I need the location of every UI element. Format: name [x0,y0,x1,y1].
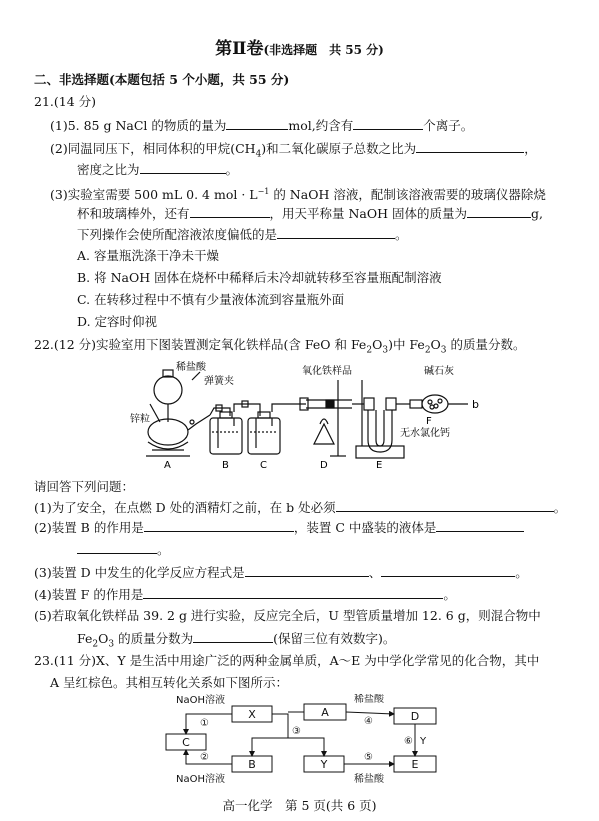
label-b: b [472,398,479,411]
label-step-4: ④ [364,716,373,727]
page-footer: 高一化学 第 5 页(共 6 页) [222,798,377,813]
q22-part2: (2)装置 B 的作用是 ，装置 C 中盛装的液体是 [34,519,524,536]
letter-c: C [260,460,267,470]
reaction-tube-d [300,380,352,456]
q22-part4: (4)装置 F 的作用是 。 [34,587,456,602]
apparatus-diagram [130,360,490,470]
washing-bottle-b [210,412,242,454]
kipp-generator [146,370,210,456]
label-step-2: ② [200,752,209,763]
title-subtitle: (非选择题 共 55 分) [263,43,384,57]
letter-b: B [222,460,229,470]
box-e-label: E [411,758,419,771]
label-f: F [426,416,432,427]
label-hcl-top: 稀盐酸 [354,694,384,705]
q21-part3: (3)实验室需要 500 mL 0. 4 mol · $L^{-1}$ 的 NaOH 溶液，配制该溶液需要的玻璃仪器除烧 [50,187,546,203]
q23-intro: 23.(11 分)X、Y 是生活中用途广泛的两种金属单质，A～E 为中学化学常见的化合物，其中 [34,653,540,668]
label-zinc: 锌粒 [130,414,150,425]
page-title [0,34,599,59]
label-hcl-bottom: 稀盐酸 [354,774,384,785]
label-naoh-top: NaOH溶液 [176,695,225,706]
q22-part5: (5)若取氧化铁样品 39. 2 g 进行实验，反应完全后，U 型管质量增加 12. 6 g，则混合物中 [34,608,541,623]
letter-a: A [164,460,171,470]
q21-option-d: D. 定容时仰视 [77,314,158,329]
u-tube-e [352,380,410,458]
q22-part3: (3)装置 D 中发生的化学反应方程式是 、 。 [34,565,528,580]
q21-part2-line2: 密度之比为 。 [77,162,239,177]
section-heading: 二、非选择题(本题包括 5 个小题，共 55 分) [34,72,290,87]
box-d-label: D [410,710,420,723]
q22-part5-line2: $Fe_2O_3$ 的质量分数为 (保留三位有效数字)。 [77,631,396,650]
q22-part2-line2: 。 [77,541,170,558]
q21-part3-line3: 下列操作会使所配溶液浓度偏低的是 。 [77,227,408,242]
box-a-label: A [321,706,329,719]
q21-part1: (1)5. 85 g NaCl 的物质的量为 mol,约含有 个离子。 [50,118,474,133]
box-y-label: Y [320,758,328,771]
box-x-label: X [248,708,256,721]
label-sample: 氧化铁样品 [302,366,352,377]
q21-part2: (2)同温同压下，相同体积的甲烷$(CH_4)$和二氧化碳原子总数之比为 ， [50,141,537,160]
q21-part3-line2: 杯和玻璃棒外，还有 ，用天平称量 NaOH 固体的质量为 g, [77,206,543,221]
q21-option-a: A. 容量瓶洗涤干净未干燥 [77,248,219,263]
q23-intro-line2: A 呈红棕色。其相互转化关系如下图所示： [50,675,289,690]
q22-part1: (1)为了安全，在点燃 D 处的酒精灯之前，在 b 处必须 。 [34,500,567,515]
label-dilute-hcl: 稀盐酸 [176,362,206,373]
label-step-1: ① [200,718,209,729]
letter-e: E [376,460,383,470]
letter-d: D [320,460,328,470]
q21-option-b: B. 将 NaOH 固体在烧杯中稀释后未冷却就转移至容量瓶配制溶液 [77,270,442,285]
box-c-label: C [182,736,190,749]
washing-bottle-c [248,412,280,454]
label-soda-lime: 碱石灰 [424,366,454,377]
label-step-6: ⑥ [404,736,413,747]
drying-tube-f [410,395,468,413]
box-b-label: B [248,758,256,771]
label-naoh-bottom: NaOH溶液 [176,774,225,785]
label-y-reagent: Y [420,736,427,747]
q21-number: 21.(14 分) [34,94,97,109]
q22-intro: 22.(12 分)实验室用下图装置测定氧化铁样品(含 FeO 和 $Fe_2O_3$)中 $Fe_2O_3$ 的质量分数。 [34,337,526,356]
label-step-5: ⑤ [364,752,373,763]
title-main: 第Ⅱ卷 [215,39,264,59]
transformation-diagram [150,694,450,786]
label-spring-clip: 弹簧夹 [204,376,234,387]
q21-option-c: C. 在转移过程中不慎有少量液体流到容量瓶外面 [77,292,345,307]
q22-prompt: 请回答下列问题： [34,479,135,494]
label-cacl2: 无水氯化钙 [400,428,450,439]
label-step-3: ③ [292,726,301,737]
